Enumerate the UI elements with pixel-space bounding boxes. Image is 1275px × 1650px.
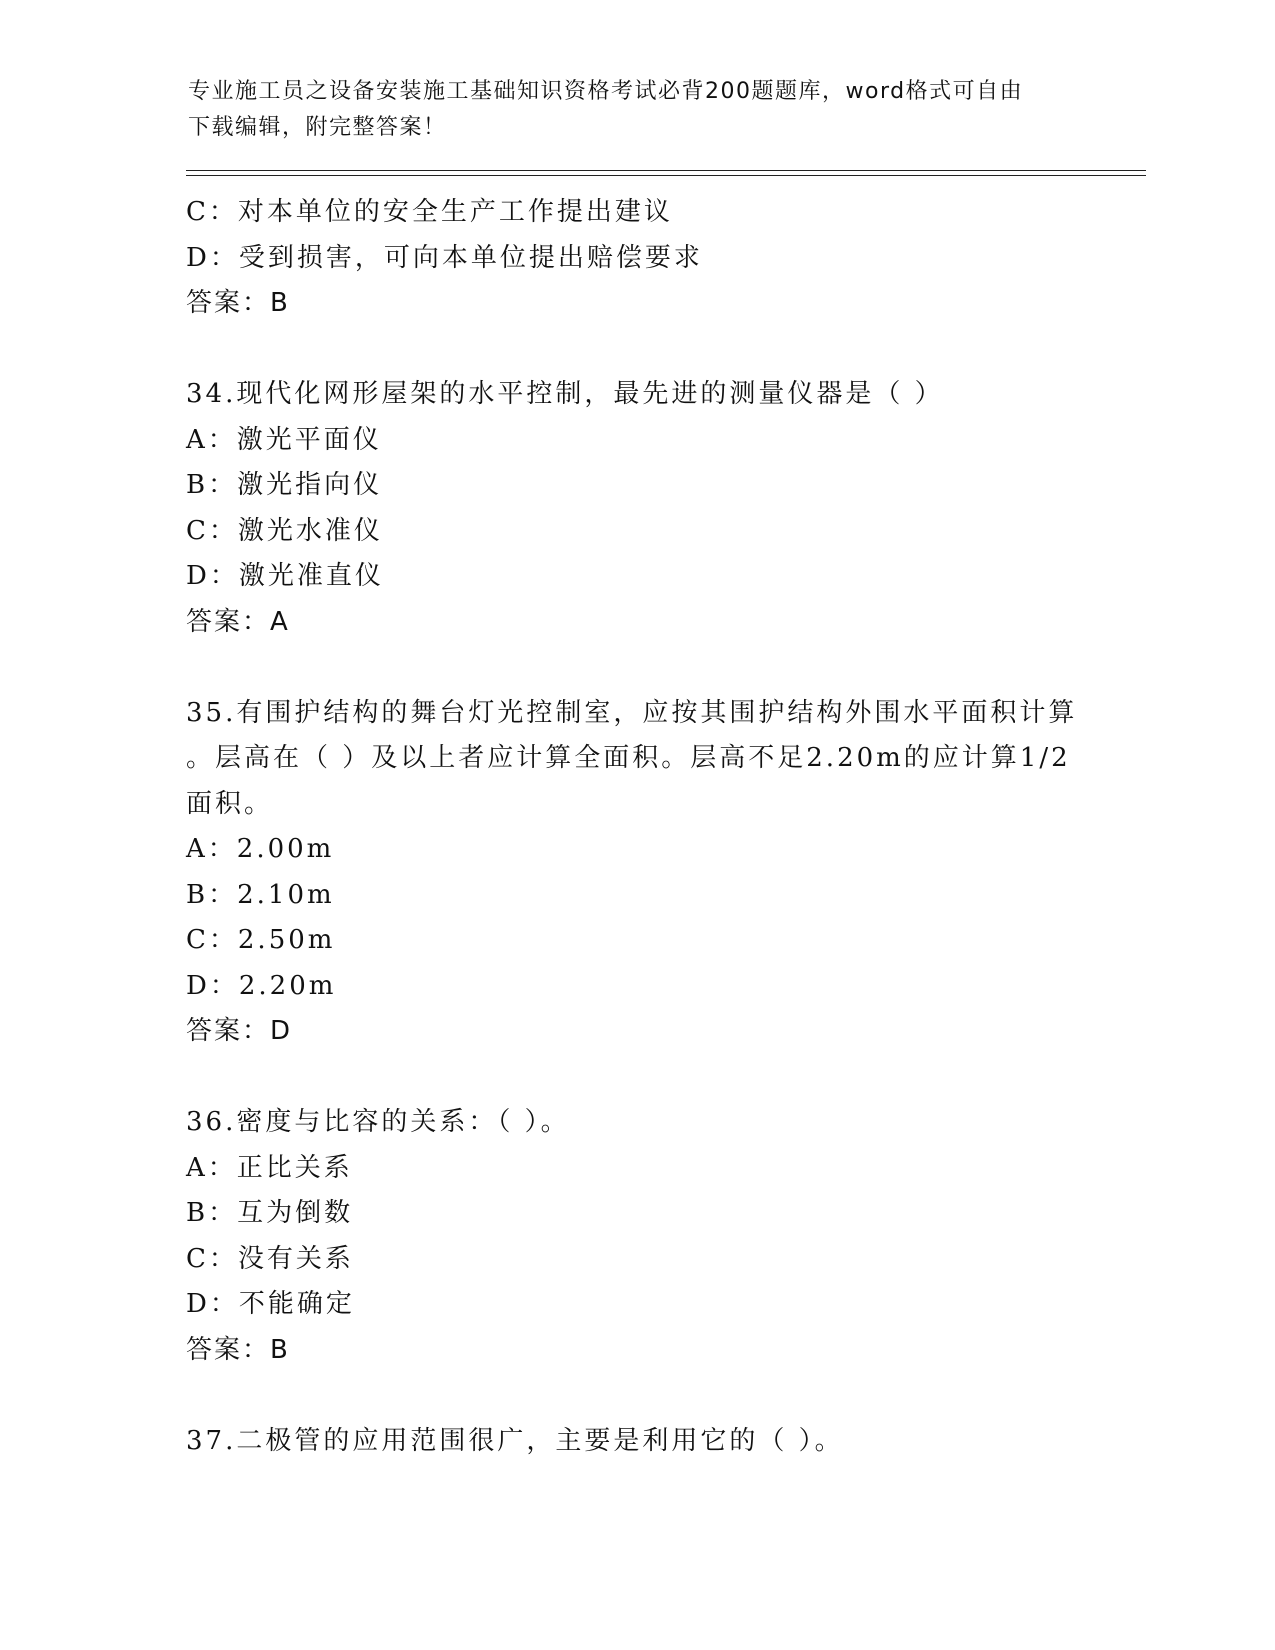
option-d: D：受到损害，可向本单位提出赔偿要求 bbox=[186, 242, 703, 273]
question-35 bbox=[186, 691, 1086, 1055]
header-line-1: 专业施工员之设备安装施工基础知识资格考试必背200题题库，word格式可自由 bbox=[188, 79, 1024, 104]
question-stem: 36.密度与比容的关系：（ ）。 bbox=[186, 1107, 570, 1137]
option-c: C：激光水准仪 bbox=[186, 515, 383, 546]
header-rule-bottom bbox=[186, 175, 1146, 176]
question-list bbox=[186, 190, 1086, 1464]
question-34 bbox=[186, 372, 1086, 645]
question-stem-line-1: 35.有围护结构的舞台灯光控制室，应按其围护结构外围水平面积计算 bbox=[186, 697, 1078, 728]
option-d: D：激光准直仪 bbox=[186, 561, 384, 591]
option-b: B：2.10m bbox=[186, 879, 335, 910]
question-stem-line-3: 面积。 bbox=[186, 788, 274, 819]
answer-line: 答案：D bbox=[186, 1016, 293, 1046]
answer-line: 答案：A bbox=[186, 606, 290, 637]
option-b: B：激光指向仪 bbox=[186, 470, 383, 500]
spacer bbox=[186, 1373, 1086, 1419]
question-stem: 37.二极管的应用范围很广，主要是利用它的（ ）。 bbox=[186, 1425, 844, 1456]
answer-line: 答案：B bbox=[186, 288, 290, 318]
question-stem: 34.现代化网形屋架的水平控制，最先进的测量仪器是（ ） bbox=[186, 379, 944, 409]
option-c: C：没有关系 bbox=[186, 1243, 354, 1274]
question-33-tail bbox=[186, 190, 1086, 327]
option-c: C：2.50m bbox=[186, 925, 336, 955]
spacer bbox=[186, 327, 1086, 373]
option-c: C：对本单位的安全生产工作提出建议 bbox=[186, 197, 673, 227]
option-a: A：正比关系 bbox=[186, 1152, 353, 1183]
question-36 bbox=[186, 1100, 1086, 1373]
spacer bbox=[186, 645, 1086, 691]
header-rule-top bbox=[186, 170, 1146, 171]
question-37 bbox=[186, 1419, 1086, 1465]
question-stem-line-2: 。层高在（ ）及以上者应计算全面积。层高不足2.20m的应计算1/2 bbox=[186, 743, 1071, 773]
option-d: D：2.20m bbox=[186, 970, 337, 1001]
option-b: B：互为倒数 bbox=[186, 1198, 354, 1228]
document-header bbox=[188, 74, 1088, 146]
option-a: A：激光平面仪 bbox=[186, 424, 382, 455]
answer-line: 答案：B bbox=[186, 1334, 290, 1365]
header-line-2: 下载编辑，附完整答案！ bbox=[188, 115, 447, 140]
spacer bbox=[186, 1055, 1086, 1101]
option-a: A：2.00m bbox=[186, 834, 335, 864]
option-d: D：不能确定 bbox=[186, 1289, 355, 1319]
